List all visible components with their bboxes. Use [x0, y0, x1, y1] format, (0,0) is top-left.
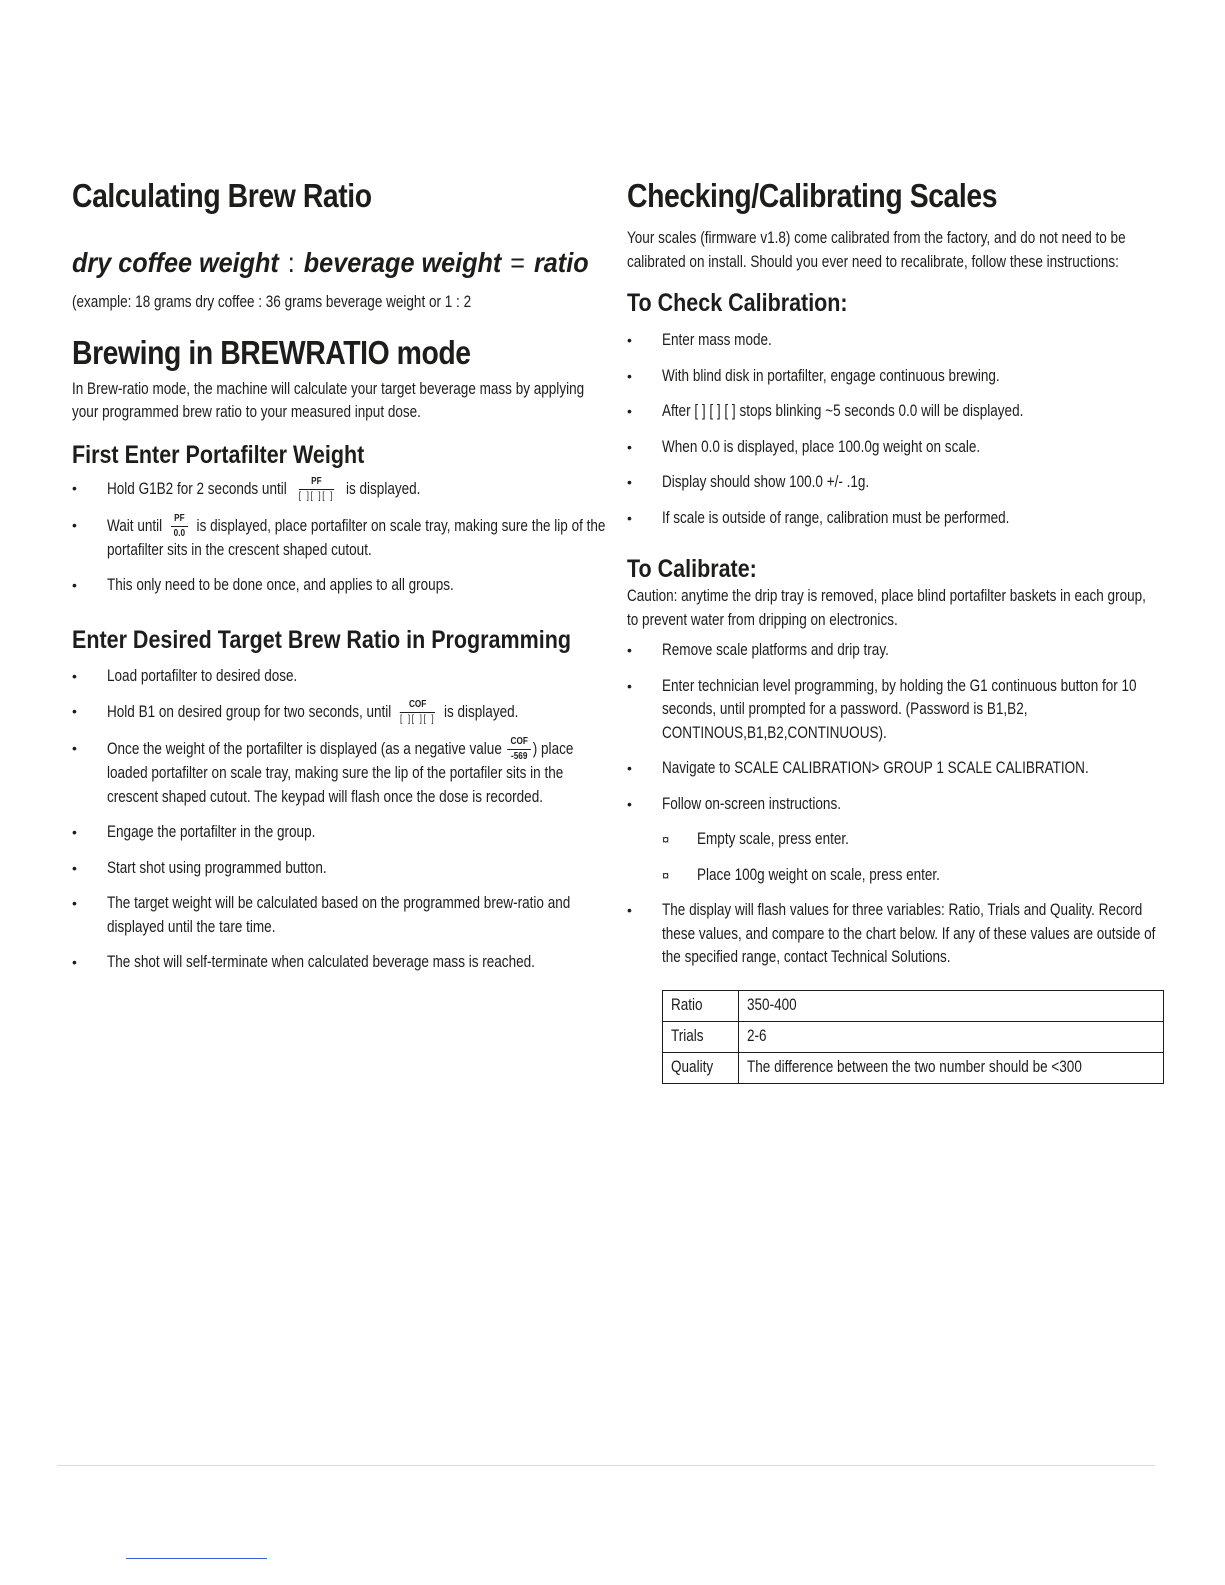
list-item: • Load portafilter to desired dose. — [72, 665, 612, 689]
formula-ratio: ratio — [533, 247, 589, 278]
bullet-icon: • — [72, 954, 77, 970]
display-cof-negative: $\frac{\text{COF}}{-569}$ — [507, 737, 531, 762]
calibration-spec-table — [662, 990, 1164, 1084]
bullet-icon: • — [627, 509, 632, 526]
brew-ratio-title: Calculating Brew Ratio — [72, 177, 372, 214]
bullet-icon: • — [72, 703, 77, 719]
list-item: • Display should show 100.0 +/- .1g. — [627, 471, 1167, 495]
footer-divider — [57, 1465, 1155, 1466]
target-brew-ratio-title: Enter Desired Target Brew Ratio in Programming — [72, 625, 571, 654]
list-item: • Remove scale platforms and drip tray. — [627, 639, 1167, 663]
list-item: • Enter technician level programming, by holding the G1 continuous button for 10 seconds, until prompted for a password. (Password is B1,B2, CONTINOUS,B1,B2,CONTINUOUS). — [627, 676, 1137, 742]
bullet-icon: • — [72, 740, 77, 756]
left-column — [72, 168, 612, 987]
bullet-icon: • — [627, 367, 632, 384]
bullet-icon: • — [72, 516, 77, 533]
list-item: • After [ ] [ ] [ ] stops blinking ~5 seconds 0.0 will be displayed. — [627, 400, 1167, 424]
check-calibration-steps — [627, 329, 1167, 530]
table-cell-key: Ratio — [663, 990, 739, 1021]
table-cell-value: The difference between the two number should be <300 — [738, 1052, 1163, 1083]
bullet-icon: • — [627, 902, 632, 918]
bullet-icon: • — [72, 667, 77, 684]
table-cell-key: Trials — [663, 1021, 739, 1052]
list-item: • Start shot using programmed button. — [72, 857, 612, 881]
calibrate-steps — [627, 639, 1167, 816]
bullet-icon: • — [72, 479, 77, 496]
portafilter-weight-title: First Enter Portafilter Weight — [72, 440, 365, 469]
list-item: • Engage the portafilter in the group. — [72, 821, 612, 845]
display-pf-zero: $\frac{PF}{0.0}$ — [171, 514, 188, 539]
list-item: • The target weight will be calculated based on the programmed brew-ratio and displayed until the tare time. — [72, 894, 571, 936]
footer-link-underline — [126, 1558, 267, 1559]
formula-dry-coffee: dry coffee weight — [72, 247, 279, 278]
formula-equals: = — [510, 247, 525, 278]
list-item: • Wait until $\frac{PF}{0.0}$ is displayed, place portafilter on scale tray, making sure the lip of the portafilter sits in the crescent shaped cutout. — [72, 512, 606, 559]
bullet-icon: • — [627, 438, 632, 455]
calibrate-caution: Caution: anytime the drip tray is removed, place blind portafilter baskets in each group, to prevent water from dripping on electronics. — [627, 587, 1146, 629]
list-item: • With blind disk in portafilter, engage continuous brewing. — [627, 365, 1167, 389]
table-cell-value: 2-6 — [738, 1021, 1163, 1052]
list-item: • Enter mass mode. — [627, 329, 1167, 353]
bullet-icon: • — [627, 760, 632, 776]
target-steps — [72, 665, 612, 975]
scales-intro: Your scales (firmware v1.8) come calibrated from the factory, and do not need to be calibrated on install. Should you ever need to recalibrate, follow these instructions: — [627, 229, 1126, 271]
list-item: ¤ Place 100g weight on scale, press enter. — [627, 864, 1167, 888]
table-cell-value: 350-400 — [738, 990, 1163, 1021]
display-cof-blank: $\frac{\text{COF}}{[ ][ ][ ]}$ — [399, 699, 436, 725]
brew-ratio-example: (example: 18 grams dry coffee : 36 grams beverage weight or 1 : 2 — [72, 293, 472, 311]
bullet-icon: • — [627, 795, 632, 812]
brewratio-intro: In Brew-ratio mode, the machine will calculate your target beverage mass by applying your programmed brew ratio to your measured input dose. — [72, 379, 585, 421]
scales-title: Checking/Calibrating Scales — [627, 177, 998, 214]
list-item: • Follow on-screen instructions. — [627, 793, 1167, 817]
table-row — [663, 1052, 1164, 1083]
bullet-icon: • — [627, 474, 632, 490]
sub-bullet-icon: ¤ — [662, 832, 670, 847]
list-item: • The display will flash values for three variables: Ratio, Trials and Quality. Record these values, and compare to the chart below. If any of these values are outside of the specified range, contact Technical Solutions. — [627, 901, 1156, 966]
bullet-icon: • — [627, 677, 632, 694]
list-item: • Hold B1 on desired group for two seconds, until $\frac{\text{COF}}{[ ][ ][ ]}$ is displayed. — [72, 699, 519, 725]
list-item: • Once the weight of the portafilter is displayed (as a negative value $\frac{\text{COF}}{-569}$ ) place loaded portafilter on scale tray, making sure the lip of the portafiler sits in the crescent shaped cutout. The keypad will flash once the dose is recorded. — [72, 736, 574, 806]
check-calibration-title: To Check Calibration: — [627, 289, 848, 317]
calibrate-final-step — [627, 899, 1167, 970]
table-row — [663, 990, 1164, 1021]
bullet-icon: • — [72, 859, 77, 876]
table-row — [663, 1021, 1164, 1052]
bullet-icon: • — [72, 895, 77, 911]
list-item: • The shot will self-terminate when calculated beverage mass is reached. — [72, 951, 612, 975]
display-pf-blank: $\frac{PF}{[ ][ ][ ]}$ — [298, 475, 334, 502]
calibrate-title: To Calibrate: — [627, 555, 757, 583]
list-item: • Hold G1B2 for 2 seconds until $\frac{PF}{[ ][ ][ ]}$ is displayed. — [72, 475, 421, 502]
brewratio-mode-title: Brewing in BREWRATIO mode — [72, 333, 471, 371]
bullet-icon: • — [72, 577, 77, 593]
table-cell-key: Quality — [663, 1052, 739, 1083]
list-item: • When 0.0 is displayed, place 100.0g weight on scale. — [627, 436, 1167, 460]
formula-colon: : — [287, 247, 295, 278]
list-item: ¤ Empty scale, press enter. — [627, 828, 1167, 852]
bullet-icon: • — [72, 824, 77, 840]
sub-bullet-icon: ¤ — [662, 867, 670, 883]
bullet-icon: • — [627, 332, 632, 348]
formula-beverage: beverage weight — [303, 247, 502, 278]
portafilter-steps — [72, 477, 612, 598]
list-item: • This only need to be done once, and applies to all groups. — [72, 574, 612, 598]
right-column — [627, 168, 1167, 1084]
calibrate-sub-steps — [627, 828, 1167, 887]
list-item: • If scale is outside of range, calibration must be performed. — [627, 507, 1167, 531]
bullet-icon: • — [627, 403, 632, 419]
list-item: • Navigate to SCALE CALIBRATION> GROUP 1 SCALE CALIBRATION. — [627, 757, 1167, 781]
bullet-icon: • — [627, 642, 632, 658]
brew-ratio-formula — [72, 245, 589, 281]
